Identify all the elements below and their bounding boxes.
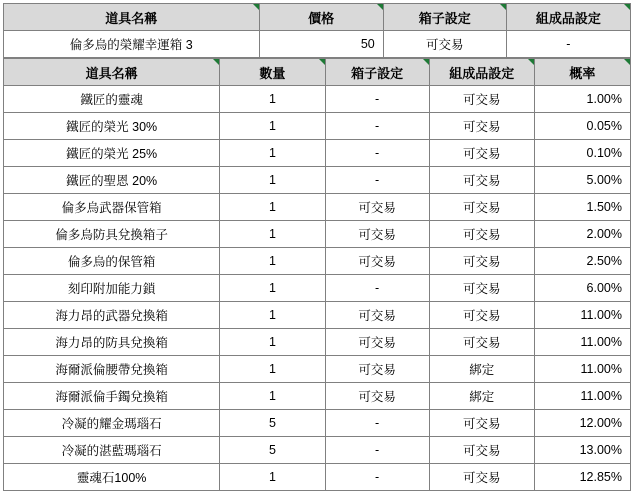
table-row xyxy=(4,31,631,58)
content-name: 海力昂的武器兌換箱 xyxy=(4,302,220,329)
content-name: 海爾派倫手鐲兌換箱 xyxy=(4,383,220,410)
content-name: 冷凝的湛藍瑪瑙石 xyxy=(4,437,220,464)
content-quantity: 1 xyxy=(220,113,325,140)
content-component-setting: 綁定 xyxy=(429,383,534,410)
content-name: 鐵匠的聖恩 20% xyxy=(4,167,220,194)
table-row xyxy=(4,383,631,410)
content-component-setting: 綁定 xyxy=(429,356,534,383)
table-row xyxy=(4,437,631,464)
content-box-setting: 可交易 xyxy=(325,383,429,410)
content-quantity: 1 xyxy=(220,356,325,383)
content-quantity: 1 xyxy=(220,464,325,491)
content-component-setting: 可交易 xyxy=(429,140,534,167)
content-rate: 11.00% xyxy=(534,302,630,329)
content-name: 倫多烏武器保管箱 xyxy=(4,194,220,221)
table-row xyxy=(4,464,631,491)
content-name: 倫多烏的保管箱 xyxy=(4,248,220,275)
content-quantity: 1 xyxy=(220,140,325,167)
content-box-setting: 可交易 xyxy=(325,194,429,221)
content-rate: 1.00% xyxy=(534,86,630,113)
content-quantity: 1 xyxy=(220,302,325,329)
table-row xyxy=(4,167,631,194)
column-header-item-name: 道具名稱 xyxy=(4,4,260,31)
content-name: 鐵匠的榮光 25% xyxy=(4,140,220,167)
table-row xyxy=(4,248,631,275)
content-name: 倫多烏防具兌換箱子 xyxy=(4,221,220,248)
column-header-price: 價格 xyxy=(259,4,383,31)
content-component-setting: 可交易 xyxy=(429,194,534,221)
content-box-setting: - xyxy=(325,140,429,167)
content-name: 鐵匠的靈魂 xyxy=(4,86,220,113)
column-header-box-setting: 箱子設定 xyxy=(325,59,429,86)
content-rate: 11.00% xyxy=(534,329,630,356)
table-row xyxy=(4,356,631,383)
item-component-setting: - xyxy=(506,31,630,58)
column-header-rate: 概率 xyxy=(534,59,630,86)
item-name: 倫多烏的榮耀幸運箱 3 xyxy=(4,31,260,58)
table-row xyxy=(4,221,631,248)
item-table-header-row xyxy=(4,4,631,31)
content-box-setting: 可交易 xyxy=(325,356,429,383)
content-quantity: 1 xyxy=(220,194,325,221)
content-component-setting: 可交易 xyxy=(429,167,534,194)
content-name: 海爾派倫腰帶兌換箱 xyxy=(4,356,220,383)
column-header-component-setting: 組成品設定 xyxy=(506,4,630,31)
content-rate: 0.05% xyxy=(534,113,630,140)
content-quantity: 1 xyxy=(220,167,325,194)
table-row xyxy=(4,329,631,356)
content-name: 靈魂石100% xyxy=(4,464,220,491)
content-rate: 11.00% xyxy=(534,383,630,410)
content-quantity: 5 xyxy=(220,410,325,437)
column-header-content-name: 道具名稱 xyxy=(4,59,220,86)
content-quantity: 1 xyxy=(220,248,325,275)
content-rate: 6.00% xyxy=(534,275,630,302)
content-box-setting: - xyxy=(325,167,429,194)
column-header-component-setting: 組成品設定 xyxy=(429,59,534,86)
content-rate: 12.85% xyxy=(534,464,630,491)
content-rate: 11.00% xyxy=(534,356,630,383)
table-row xyxy=(4,410,631,437)
content-component-setting: 可交易 xyxy=(429,86,534,113)
content-quantity: 1 xyxy=(220,86,325,113)
content-rate: 1.50% xyxy=(534,194,630,221)
item-header-table xyxy=(3,3,631,58)
content-rate: 0.10% xyxy=(534,140,630,167)
content-name: 海力昂的防具兌換箱 xyxy=(4,329,220,356)
content-quantity: 1 xyxy=(220,221,325,248)
content-box-setting: - xyxy=(325,464,429,491)
content-box-setting: - xyxy=(325,86,429,113)
content-box-setting: - xyxy=(325,275,429,302)
contents-table-header-row xyxy=(4,59,631,86)
content-name: 冷凝的耀金瑪瑙石 xyxy=(4,410,220,437)
content-quantity: 1 xyxy=(220,383,325,410)
content-component-setting: 可交易 xyxy=(429,464,534,491)
content-component-setting: 可交易 xyxy=(429,275,534,302)
content-component-setting: 可交易 xyxy=(429,302,534,329)
content-rate: 2.50% xyxy=(534,248,630,275)
table-row xyxy=(4,140,631,167)
item-box-setting: 可交易 xyxy=(383,31,506,58)
column-header-box-setting: 箱子設定 xyxy=(383,4,506,31)
content-box-setting: 可交易 xyxy=(325,329,429,356)
content-box-setting: 可交易 xyxy=(325,248,429,275)
item-price: 50 xyxy=(259,31,383,58)
content-component-setting: 可交易 xyxy=(429,221,534,248)
content-quantity: 1 xyxy=(220,329,325,356)
content-component-setting: 可交易 xyxy=(429,113,534,140)
content-rate: 12.00% xyxy=(534,410,630,437)
content-box-setting: 可交易 xyxy=(325,221,429,248)
content-component-setting: 可交易 xyxy=(429,248,534,275)
content-rate: 5.00% xyxy=(534,167,630,194)
content-rate: 2.00% xyxy=(534,221,630,248)
content-component-setting: 可交易 xyxy=(429,437,534,464)
content-box-setting: - xyxy=(325,410,429,437)
table-row xyxy=(4,194,631,221)
content-component-setting: 可交易 xyxy=(429,410,534,437)
column-header-quantity: 數量 xyxy=(220,59,325,86)
content-box-setting: 可交易 xyxy=(325,302,429,329)
content-component-setting: 可交易 xyxy=(429,329,534,356)
table-row xyxy=(4,302,631,329)
content-rate: 13.00% xyxy=(534,437,630,464)
content-quantity: 1 xyxy=(220,275,325,302)
content-box-setting: - xyxy=(325,113,429,140)
content-quantity: 5 xyxy=(220,437,325,464)
table-row xyxy=(4,86,631,113)
table-row xyxy=(4,275,631,302)
content-name: 刻印附加能力鎖 xyxy=(4,275,220,302)
table-row xyxy=(4,113,631,140)
content-box-setting: - xyxy=(325,437,429,464)
content-name: 鐵匠的榮光 30% xyxy=(4,113,220,140)
contents-table xyxy=(3,58,631,491)
